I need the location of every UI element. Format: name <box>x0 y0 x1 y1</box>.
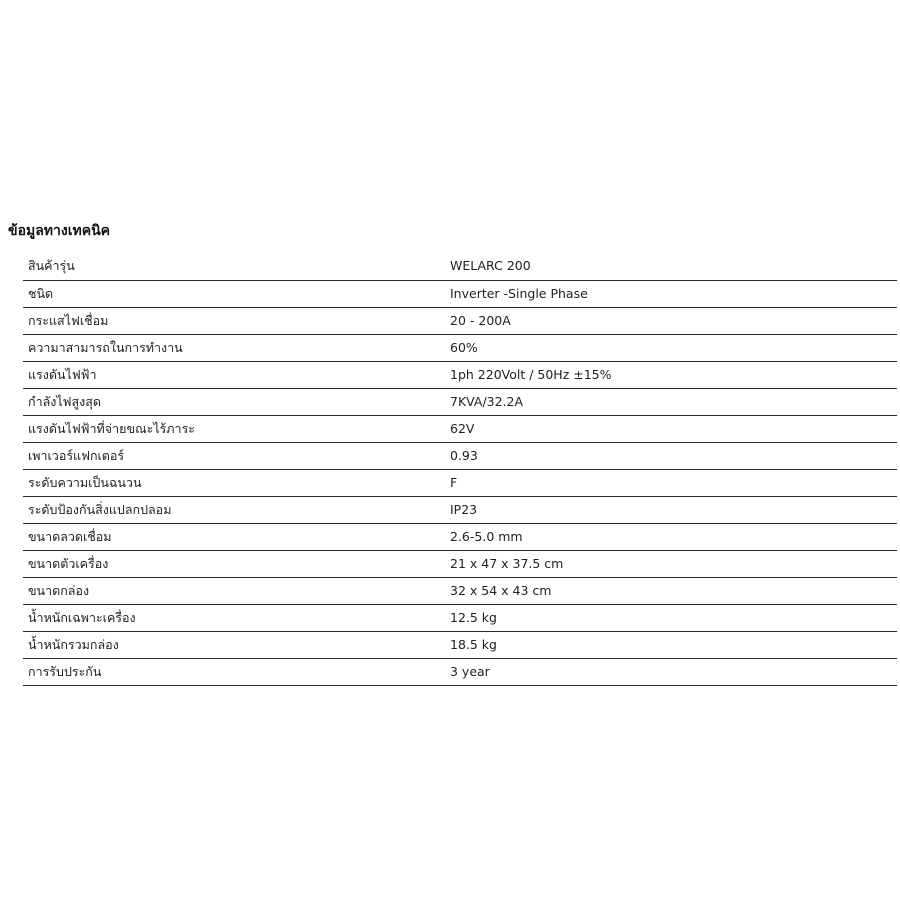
spec-row-welding-current <box>23 307 897 334</box>
spec-value: 0.93 <box>448 442 897 469</box>
spec-row-no-load-voltage <box>23 415 897 442</box>
spec-value: F <box>448 469 897 496</box>
spec-label: เพาเวอร์แฟกเตอร์ <box>23 442 448 469</box>
spec-value: 20 - 200A <box>448 307 897 334</box>
spec-table <box>23 253 897 686</box>
spec-value: 3 year <box>448 658 897 685</box>
spec-label: น้ำหนักรวมกล่อง <box>23 631 448 658</box>
spec-label: การรับประกัน <box>23 658 448 685</box>
spec-row-box-dimensions <box>23 577 897 604</box>
spec-row-net-weight <box>23 604 897 631</box>
spec-value: 12.5 kg <box>448 604 897 631</box>
spec-row-input-voltage <box>23 361 897 388</box>
spec-row-insulation-class <box>23 469 897 496</box>
spec-row-gross-weight <box>23 631 897 658</box>
spec-label: ความาสามารถในการทำงาน <box>23 334 448 361</box>
spec-label: น้ำหนักเฉพาะเครื่อง <box>23 604 448 631</box>
spec-label: แรงดันไฟฟ้าที่จ่ายขณะไร้ภาระ <box>23 415 448 442</box>
spec-row-duty-cycle <box>23 334 897 361</box>
spec-row-type <box>23 280 897 307</box>
spec-value: WELARC 200 <box>448 253 897 280</box>
spec-row-max-power <box>23 388 897 415</box>
spec-label: ชนิด <box>23 280 448 307</box>
spec-row-model <box>23 253 897 280</box>
spec-label: ระดับป้องกันสิ่งแปลกปลอม <box>23 496 448 523</box>
spec-label: ขนาดกล่อง <box>23 577 448 604</box>
spec-row-electrode-size <box>23 523 897 550</box>
spec-title: ข้อมูลทางเทคนิค <box>8 223 111 239</box>
spec-value: 1ph 220Volt / 50Hz ±15% <box>448 361 897 388</box>
spec-value: 32 x 54 x 43 cm <box>448 577 897 604</box>
spec-label: ระดับความเป็นฉนวน <box>23 469 448 496</box>
spec-value: 62V <box>448 415 897 442</box>
spec-label: สินค้ารุ่น <box>23 253 448 280</box>
spec-row-power-factor <box>23 442 897 469</box>
spec-label: ขนาดลวดเชื่อม <box>23 523 448 550</box>
spec-label: ขนาดตัวเครื่อง <box>23 550 448 577</box>
spec-label: แรงดันไฟฟ้า <box>23 361 448 388</box>
spec-value: 7KVA/32.2A <box>448 388 897 415</box>
spec-row-warranty <box>23 658 897 685</box>
spec-label: กระแสไฟเชื่อม <box>23 307 448 334</box>
spec-value: 21 x 47 x 37.5 cm <box>448 550 897 577</box>
spec-row-protection-class <box>23 496 897 523</box>
spec-value: IP23 <box>448 496 897 523</box>
spec-value: Inverter -Single Phase <box>448 280 897 307</box>
spec-value: 2.6-5.0 mm <box>448 523 897 550</box>
spec-row-machine-dimensions <box>23 550 897 577</box>
spec-value: 18.5 kg <box>448 631 897 658</box>
spec-label: กำลังไฟสูงสุด <box>23 388 448 415</box>
spec-value: 60% <box>448 334 897 361</box>
